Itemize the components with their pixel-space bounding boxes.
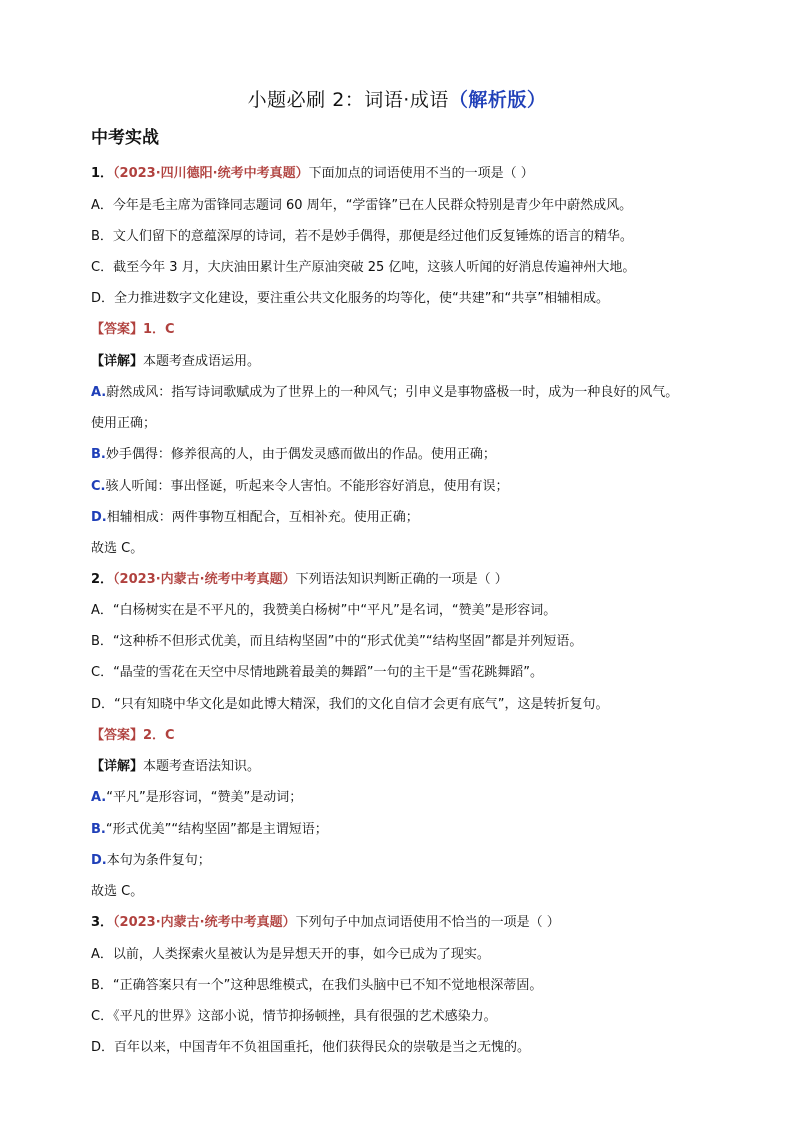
q1-explain (91, 352, 721, 372)
q1-detail-b (91, 445, 721, 465)
q3-option-b: B．“正确答案只有一个”这种思维模式，在我们头脑中已不知不觉地根深蒂固。 (91, 978, 543, 993)
q1-detail-a (91, 383, 721, 403)
q1-detail-c (91, 477, 721, 497)
q1-conclusion: 故选 C。 (91, 541, 144, 556)
question-3-stem (91, 913, 721, 933)
question-source: （2023·内蒙古·统考中考真题） (113, 915, 296, 930)
q2-detail-a (91, 788, 721, 808)
q3-option-a: A．以前，人类探索火星被认为是异想天开的事，如今已成为了现实。 (91, 947, 490, 962)
question-text: 下列语法知识判断正确的一项是（ ） (295, 572, 508, 587)
detail-tag: A. (91, 790, 107, 805)
detail-text: 本句为条件复句； (106, 853, 211, 868)
answer-value: 2．C (143, 728, 175, 743)
question-source: （2023·四川德阳·统考中考真题） (113, 166, 309, 181)
question-number: 1． (91, 166, 114, 181)
q3-option-c: C．《平凡的世界》这部小说，情节抑扬顿挫，具有很强的艺术感染力。 (91, 1009, 497, 1024)
q2-conclusion: 故选 C。 (91, 884, 144, 899)
explain-tag: 【详解】 (91, 354, 144, 369)
q1-detail-d (91, 508, 721, 528)
question-1-stem (91, 164, 721, 184)
explain-text: 本题考查语法知识。 (143, 759, 261, 774)
explain-text: 本题考查成语运用。 (143, 354, 261, 369)
q3-option-d: D．百年以来，中国青年不负祖国重托，他们获得民众的崇敬是当之无愧的。 (91, 1040, 531, 1055)
section-heading: 中考实战 (91, 128, 159, 148)
question-text: 下面加点的词语使用不当的一项是（ ） (308, 166, 534, 181)
question-number: 3． (91, 915, 114, 930)
question-text: 下列句子中加点词语使用不恰当的一项是（ ） (295, 915, 560, 930)
q1-option-d: D．全力推进数字文化建设，要注重公共文化服务的均等化，使“共建”和“共享”相辅相成。 (91, 291, 609, 306)
detail-tag: B. (91, 822, 106, 837)
detail-text: 相辅相成：两件事物互相配合，互相补充。使用正确； (106, 510, 419, 525)
detail-tag: B. (91, 447, 106, 462)
q1-detail-a-cont: 使用正确； (91, 416, 157, 431)
detail-tag: D. (91, 510, 107, 525)
detail-text: 妙手偶得：修养很高的人，由于偶发灵感而做出的作品。使用正确； (105, 447, 496, 462)
answer-tag: 【答案】 (91, 728, 144, 743)
detail-text: “平凡”是形容词，“赞美”是动词； (106, 790, 303, 805)
question-number: 2． (91, 572, 114, 587)
q1-answer (91, 320, 721, 340)
q1-option-c: C．截至今年 3 月，大庆油田累计生产原油突破 25 亿吨，这骇人听闻的好消息传遍神州大地。 (91, 260, 636, 275)
detail-text: “形式优美”“结构坚固”都是主谓短语； (105, 822, 328, 837)
question-2-stem (91, 570, 721, 590)
q2-option-a: A．“白杨树实在是不平凡的，我赞美白杨树”中“平凡”是名词，“赞美”是形容词。 (91, 603, 557, 618)
q2-option-d: D．“只有知晓中华文化是如此博大精深，我们的文化自信才会更有底气”，这是转折复句。 (91, 697, 609, 712)
q2-option-c: C．“晶莹的雪花在天空中尽情地跳着最美的舞蹈”一句的主干是“雪花跳舞蹈”。 (91, 665, 544, 680)
question-source: （2023·内蒙古·统考中考真题） (113, 572, 296, 587)
detail-tag: C. (91, 479, 106, 494)
q2-answer (91, 726, 721, 746)
explain-tag: 【详解】 (91, 759, 144, 774)
detail-tag: A. (91, 385, 107, 400)
q2-detail-b (91, 820, 721, 840)
detail-tag: D. (91, 853, 107, 868)
answer-tag: 【答案】 (91, 322, 144, 337)
q1-option-b: B．文人们留下的意蕴深厚的诗词，若不是妙手偶得，那便是经过他们反复锤炼的语言的精华。 (91, 229, 633, 244)
detail-text: 骇人听闻：事出怪诞，听起来令人害怕。不能形容好消息，使用有误； (105, 479, 509, 494)
title-accent: （解析版） (448, 89, 547, 111)
answer-value: 1．C (143, 322, 175, 337)
page-title (0, 88, 794, 112)
q2-detail-d (91, 851, 721, 871)
title-main: 小题必刷 2：词语·成语 (247, 89, 449, 111)
q1-option-a: A．今年是毛主席为雷锋同志题词 60 周年，“学雷锋”已在人民群众特别是青少年中蔚然成风。 (91, 198, 633, 213)
q2-explain (91, 757, 721, 777)
q2-option-b: B．“这种桥不但形式优美，而且结构坚固”中的“形式优美”“结构坚固”都是并列短语。 (91, 634, 583, 649)
detail-text: 蔚然成风：指写诗词歌赋成为了世界上的一种风气；引申义是事物盛极一时，成为一种良好的风气。 (106, 385, 679, 400)
